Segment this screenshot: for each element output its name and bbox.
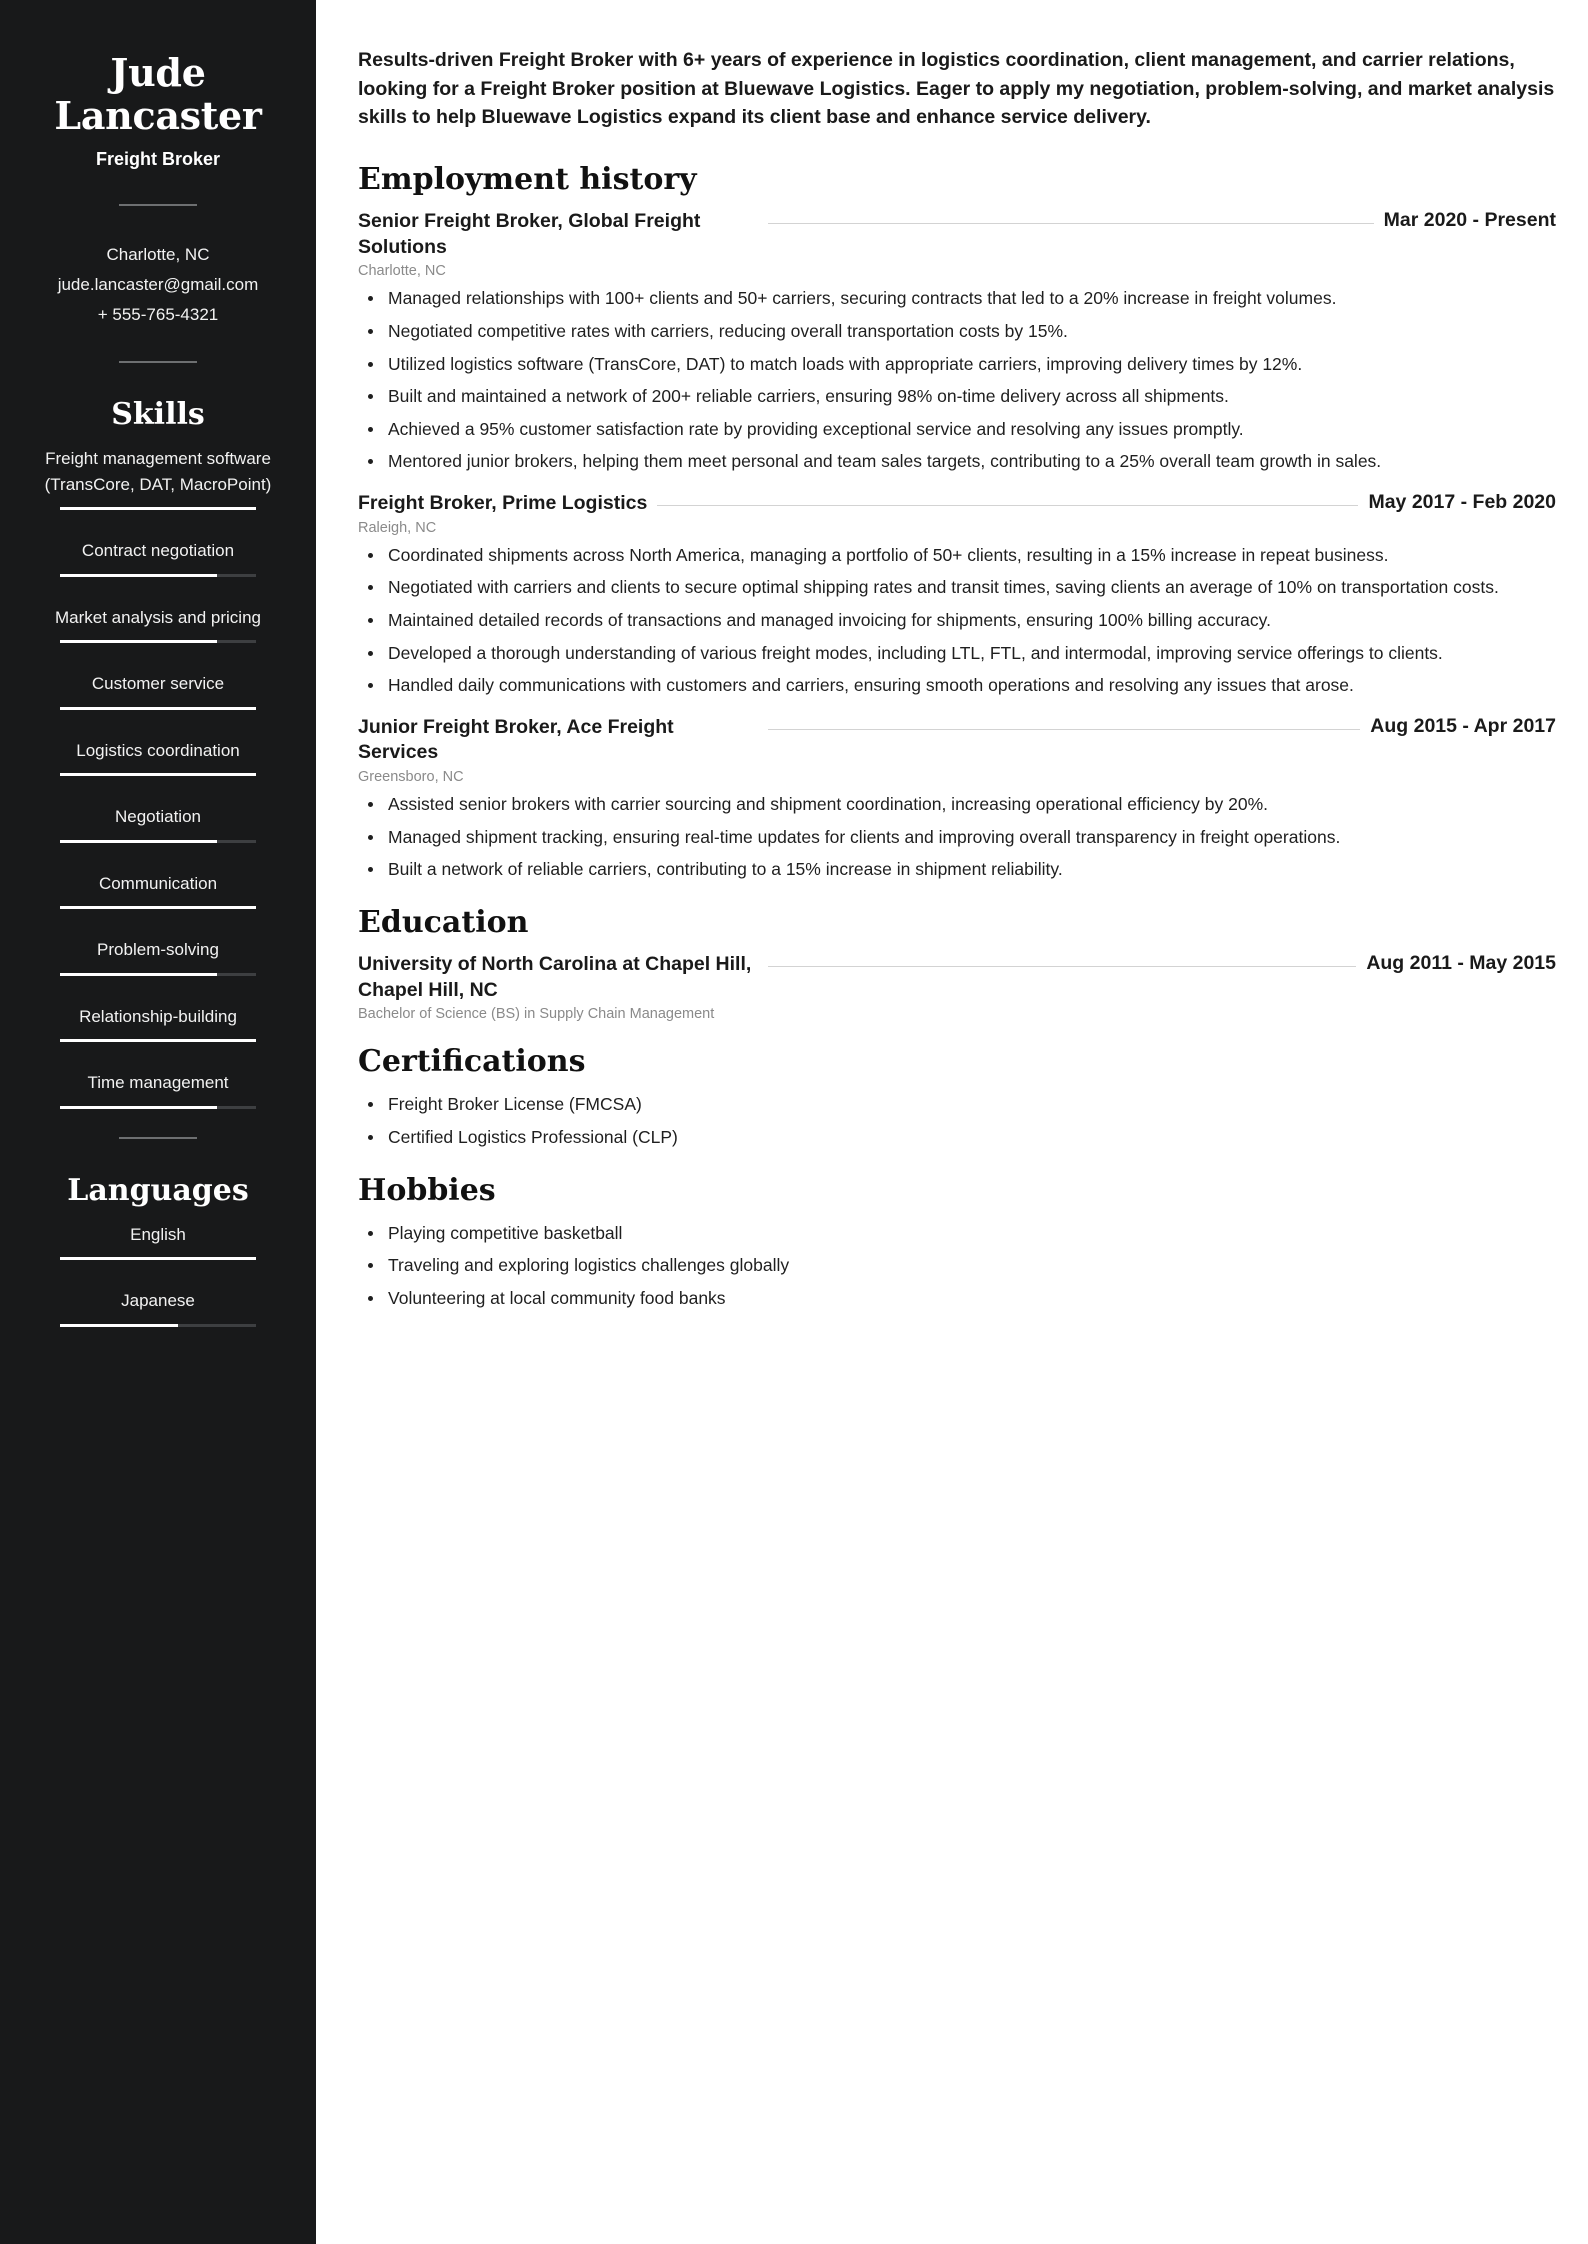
job-location: Raleigh, NC bbox=[358, 519, 437, 536]
education-list bbox=[358, 952, 1556, 1022]
contact-block bbox=[26, 240, 290, 329]
skill-item bbox=[26, 871, 290, 910]
skill-level-bar bbox=[60, 1039, 256, 1042]
connector-rule bbox=[768, 966, 1356, 967]
language-level-fill bbox=[60, 1324, 178, 1327]
hobbies-list bbox=[360, 1220, 1556, 1312]
certifications-heading: Certifications bbox=[358, 1044, 586, 1080]
education-header bbox=[358, 952, 1556, 1003]
contact-location: Charlotte, NC bbox=[106, 245, 210, 265]
skill-item bbox=[26, 804, 290, 843]
job-title: Freight Broker, Prime Logistics bbox=[358, 492, 648, 514]
job-bullet: Maintained detailed records of transactions and managed invoicing for shipments, ensuring 100% billing accuracy. bbox=[360, 607, 1556, 634]
skill-item bbox=[26, 1004, 290, 1043]
skill-label: Time management bbox=[87, 1073, 229, 1093]
skill-label: Communication bbox=[98, 873, 218, 893]
job-bullet-list bbox=[360, 542, 1556, 699]
hobby-item: Playing competitive basketball bbox=[360, 1220, 1556, 1247]
skill-level-fill bbox=[60, 640, 217, 643]
language-label: Japanese bbox=[121, 1291, 195, 1311]
job-bullet: Handled daily communications with customers and carriers, ensuring smooth operations and resolving any issues that arose. bbox=[360, 672, 1556, 699]
education-title: University of North Carolina at Chapel Hill, Chapel Hill, NC bbox=[358, 952, 752, 1001]
skill-label: Market analysis and pricing bbox=[55, 607, 261, 627]
skill-level-fill bbox=[60, 840, 217, 843]
employment-history-heading: Employment history bbox=[358, 161, 697, 197]
skill-item bbox=[26, 1070, 290, 1109]
skill-level-bar bbox=[60, 773, 256, 776]
skill-item bbox=[26, 605, 290, 644]
job-bullet: Negotiated with carriers and clients to secure optimal shipping rates and transit times, saving clients an average of 10% on transportation costs. bbox=[360, 574, 1556, 601]
language-item bbox=[26, 1222, 290, 1261]
skill-label: Freight management software (TransCore, DAT, MacroPoint) bbox=[44, 449, 272, 494]
job-bullet: Built a network of reliable carriers, contributing to a 15% increase in shipment reliability. bbox=[360, 856, 1556, 883]
job-location: Charlotte, NC bbox=[358, 263, 446, 280]
skill-label: Negotiation bbox=[114, 807, 201, 827]
skill-item bbox=[26, 738, 290, 777]
divider bbox=[119, 204, 197, 206]
job-bullet-list bbox=[360, 285, 1556, 475]
job-header bbox=[358, 491, 1556, 517]
job-bullet: Managed shipment tracking, ensuring real-time updates for clients and improving overall transparency in freight operations. bbox=[360, 824, 1556, 851]
languages-list bbox=[26, 1222, 290, 1327]
hobby-item: Traveling and exploring logistics challenges globally bbox=[360, 1252, 1556, 1279]
certifications-list bbox=[360, 1091, 1556, 1150]
job-header bbox=[358, 209, 1556, 260]
skill-level-fill bbox=[60, 906, 256, 909]
skill-level-fill bbox=[60, 773, 256, 776]
education-heading: Education bbox=[358, 904, 529, 940]
job-header bbox=[358, 715, 1556, 766]
hobby-item: Volunteering at local community food banks bbox=[360, 1285, 1556, 1312]
connector-rule bbox=[768, 729, 1360, 730]
skill-item bbox=[26, 671, 290, 710]
skill-label: Customer service bbox=[91, 674, 225, 694]
main-content bbox=[316, 0, 1588, 2244]
language-level-fill bbox=[60, 1257, 256, 1260]
skill-label: Logistics coordination bbox=[76, 740, 240, 760]
skill-level-bar bbox=[60, 707, 256, 710]
skill-level-fill bbox=[60, 1106, 217, 1109]
job-title: Senior Freight Broker, Global Freight Solutions bbox=[358, 209, 701, 258]
job-bullet: Managed relationships with 100+ clients and 50+ carriers, securing contracts that led to a 20% increase in freight volumes. bbox=[360, 285, 1556, 312]
skill-level-bar bbox=[60, 973, 256, 976]
divider bbox=[119, 361, 197, 363]
skill-level-fill bbox=[60, 1039, 256, 1042]
skill-item bbox=[26, 446, 290, 510]
language-item bbox=[26, 1288, 290, 1327]
job-bullet-list bbox=[360, 791, 1556, 883]
language-level-bar bbox=[60, 1324, 256, 1327]
contact-email[interactable]: jude.lancaster@gmail.com bbox=[57, 274, 259, 294]
job-bullet: Developed a thorough understanding of various freight modes, including LTL, FTL, and intermodal, improving service offerings to clients. bbox=[360, 640, 1556, 667]
job-bullet: Built and maintained a network of 200+ reliable carriers, ensuring 98% on-time delivery across all shipments. bbox=[360, 383, 1556, 410]
skill-label: Problem-solving bbox=[97, 940, 219, 960]
language-label: English bbox=[130, 1224, 186, 1244]
skill-level-fill bbox=[60, 973, 217, 976]
employment-history-list bbox=[358, 209, 1556, 883]
skill-level-bar bbox=[60, 507, 256, 510]
divider bbox=[119, 1137, 197, 1139]
language-level-bar bbox=[60, 1257, 256, 1260]
skill-item bbox=[26, 937, 290, 976]
skills-heading: Skills bbox=[111, 397, 205, 433]
job-date-range: Mar 2020 - Present bbox=[1383, 208, 1556, 231]
skill-label: Relationship-building bbox=[79, 1006, 237, 1026]
job-bullet: Negotiated competitive rates with carriers, reducing overall transportation costs by 15%. bbox=[360, 318, 1556, 345]
skill-label: Contract negotiation bbox=[81, 541, 235, 561]
skill-level-bar bbox=[60, 1106, 256, 1109]
job-location: Greensboro, NC bbox=[358, 769, 464, 786]
employment-entry bbox=[358, 491, 1556, 699]
connector-rule bbox=[768, 223, 1374, 224]
job-date-range: Aug 2015 - Apr 2017 bbox=[1370, 714, 1556, 737]
professional-summary: Results-driven Freight Broker with 6+ years of experience in logistics coordination, client management, and carrier relations, looking for a Freight Broker position at Bluewave Logistics. Eager to apply my negotiation, problem-solving, and market analysis skills to help Bluewave Logistics expand its client base and enhance service delivery. bbox=[358, 49, 1555, 129]
skill-level-bar bbox=[60, 840, 256, 843]
certification-item: Freight Broker License (FMCSA) bbox=[360, 1091, 1556, 1118]
candidate-job-title: Freight Broker bbox=[95, 149, 221, 170]
skill-level-fill bbox=[60, 507, 256, 510]
education-degree: Bachelor of Science (BS) in Supply Chain Management bbox=[358, 1006, 715, 1023]
job-bullet: Coordinated shipments across North America, managing a portfolio of 50+ clients, resulting in a 15% increase in repeat business. bbox=[360, 542, 1556, 569]
certification-item: Certified Logistics Professional (CLP) bbox=[360, 1124, 1556, 1151]
hobbies-heading: Hobbies bbox=[358, 1172, 496, 1208]
skill-item bbox=[26, 538, 290, 577]
employment-entry bbox=[358, 715, 1556, 883]
contact-phone[interactable]: + 555-765-4321 bbox=[97, 304, 219, 324]
skill-level-fill bbox=[60, 574, 217, 577]
job-bullet: Achieved a 95% customer satisfaction rate by providing exceptional service and resolving any issues promptly. bbox=[360, 416, 1556, 443]
education-entry bbox=[358, 952, 1556, 1022]
education-date-range: Aug 2011 - May 2015 bbox=[1366, 951, 1556, 974]
skills-list bbox=[26, 446, 290, 1109]
skill-level-fill bbox=[60, 707, 256, 710]
sidebar bbox=[0, 0, 316, 2244]
job-bullet: Utilized logistics software (TransCore, DAT) to match loads with appropriate carriers, improving delivery times by 12%. bbox=[360, 351, 1556, 378]
employment-entry bbox=[358, 209, 1556, 475]
job-title: Junior Freight Broker, Ace Freight Services bbox=[358, 715, 674, 764]
skill-level-bar bbox=[60, 640, 256, 643]
connector-rule bbox=[657, 505, 1358, 506]
skill-level-bar bbox=[60, 906, 256, 909]
job-bullet: Mentored junior brokers, helping them meet personal and team sales targets, contributing to a 25% overall team growth in sales. bbox=[360, 448, 1556, 475]
candidate-name: Jude Lancaster bbox=[54, 50, 262, 138]
job-date-range: May 2017 - Feb 2020 bbox=[1368, 491, 1556, 513]
skill-level-bar bbox=[60, 574, 256, 577]
job-bullet: Assisted senior brokers with carrier sourcing and shipment coordination, increasing operational efficiency by 20%. bbox=[360, 791, 1556, 818]
languages-heading: Languages bbox=[67, 1172, 249, 1208]
